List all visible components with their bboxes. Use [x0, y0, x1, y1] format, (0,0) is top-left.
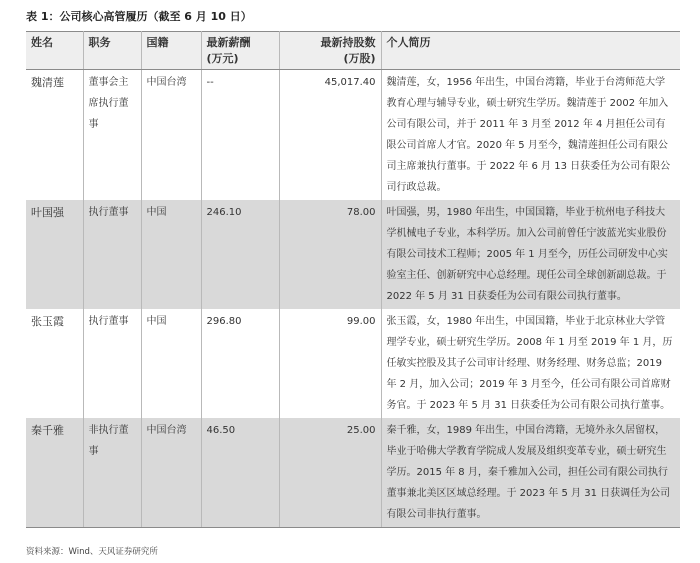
- table-header-row: [26, 32, 680, 70]
- header-nationality: 国籍: [141, 32, 201, 70]
- cell-name: 秦千雅: [26, 418, 83, 528]
- header-shares-label: 最新持股数: [320, 36, 376, 49]
- table-row: [26, 200, 680, 309]
- cell-shares: 25.00: [279, 418, 381, 528]
- cell-bio: 魏清莲，女，1956 年出生，中国台湾籍，毕业于台湾师范大学教育心理与辅导专业，硕士研究生学历。魏清莲于 2002 年加入公司有限公司，并于 2011 年 3 月至 2012 年 4 月担任公司有限公司首席人才官。2020 年 5 月至今，魏清莲担任公司有限公司主席兼执行董事。于 2022 年 6 月 13 日获委任为公司有限公司行政总裁。: [386, 77, 671, 193]
- cell-bio: 叶国强，男，1980 年出生，中国国籍，毕业于杭州电子科技大学机械电子专业，本科学历。加入公司前曾任宁波蓝光实业股份有限公司技术工程师；2005 年 1 月至今，历任公司研发中心实验室主任、创新研究中心总经理。现任公司全球创新副总裁。于 2022 年 5 月 31 日获委任为公司有限公司执行董事。: [381, 200, 680, 309]
- cell-salary: 46.50: [201, 418, 279, 528]
- cell-role: 执行董事: [83, 309, 141, 418]
- cell-nationality: 中国台湾: [141, 70, 201, 201]
- cell-shares: 45,017.40: [279, 70, 381, 201]
- header-role: 职务: [83, 32, 141, 70]
- cell-salary: 246.10: [201, 200, 279, 309]
- header-salary-unit: (万元): [206, 52, 239, 65]
- cell-salary: 296.80: [201, 309, 279, 418]
- cell-nationality: 中国: [141, 309, 201, 418]
- header-shares: [279, 32, 381, 70]
- cell-bio: 秦千雅，女，1989 年出生，中国台湾籍，无境外永久居留权，毕业于哈佛大学教育学院成人发展及组织变革专业，硕士研究生学历。2015 年 8 月，秦千雅加入公司，担任公司有限公司执行董事兼北美区区域总经理。于 2023 年 5 月 31 日获调任为公司有限公司非执行董事。: [381, 418, 680, 528]
- cell-role: 董事会主席执行董事: [83, 70, 141, 201]
- cell-shares: 99.00: [279, 309, 381, 418]
- table-caption: 表 1：公司核心高管履历（截至 6 月 10 日）: [26, 10, 252, 23]
- table-row: [26, 70, 680, 201]
- cell-role: 执行董事: [83, 200, 141, 309]
- header-bio: 个人简历: [381, 32, 680, 70]
- cell-nationality: 中国台湾: [141, 418, 201, 528]
- cell-shares: 78.00: [279, 200, 381, 309]
- header-name: 姓名: [26, 32, 83, 70]
- header-shares-unit: (万股): [343, 52, 376, 65]
- cell-name: 张玉霞: [26, 309, 83, 418]
- executive-table: [26, 31, 680, 528]
- cell-salary: --: [201, 70, 279, 201]
- cell-name: 魏清莲: [26, 70, 83, 201]
- cell-bio: 张玉霞，女，1980 年出生，中国国籍，毕业于北京林业大学管理学专业，硕士研究生学历。2008 年 1 月至 2019 年 1 月，历任敏实控股及其子公司审计经理、财务经理、财务总监；2019 年 2 月，加入公司；2019 年 3 月至今，任公司有限公司首席财务官。于 2023 年 5 月 31 日获委任为公司有限公司执行董事。: [386, 316, 673, 411]
- cell-nationality: 中国: [141, 200, 201, 309]
- table-row: [26, 309, 680, 418]
- source-note: 资料来源：Wind、天风证券研究所: [26, 547, 158, 557]
- header-salary-label: 最新薪酬: [206, 36, 251, 49]
- table-row: [26, 418, 680, 528]
- cell-name: 叶国强: [26, 200, 83, 309]
- header-salary: [201, 32, 279, 70]
- cell-role: 非执行董事: [83, 418, 141, 528]
